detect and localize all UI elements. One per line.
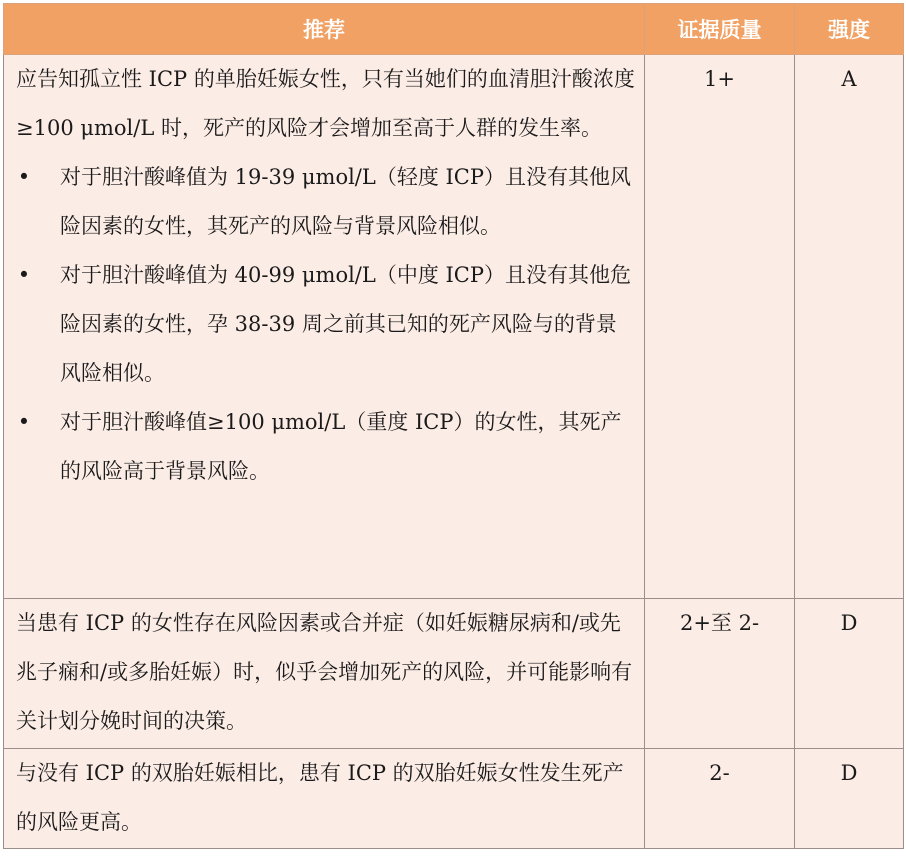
bullet-item: [16, 251, 636, 398]
bullet-item: [16, 398, 636, 496]
recommendation-cell: [4, 599, 645, 749]
strength-cell: [795, 599, 904, 749]
recommendation-cell: [4, 749, 645, 849]
evidence-cell: [645, 749, 795, 849]
bullet-icon: •: [17, 165, 31, 189]
header-recommendation: 推荐: [4, 4, 645, 55]
bullet-icon: •: [17, 263, 31, 287]
strength-value: D: [840, 761, 858, 785]
bullet-list: [16, 153, 636, 496]
bullet-text: 对于胆汁酸峰值≥100 μmol/L（重度 ICP）的女性，其死产的风险高于背景风险。: [60, 410, 622, 483]
evidence-cell: [645, 55, 795, 599]
header-strength: 强度: [795, 4, 904, 55]
table-row: [4, 599, 904, 749]
table-row: [4, 749, 904, 849]
evidence-cell: [645, 599, 795, 749]
bullet-text: 对于胆汁酸峰值为 19-39 μmol/L（轻度 ICP）且没有其他风险因素的女性，其死产的风险与背景风险相似。: [60, 165, 631, 238]
recommendation-text: 当患有 ICP 的女性存在风险因素或合并症（如妊娠糖尿病和/或先兆子痫和/或多胎妊娠）时，似乎会增加死产的风险，并可能影响有关计划分娩时间的决策。: [16, 611, 633, 733]
evidence-value: 2+至 2-: [679, 611, 760, 635]
header-evidence-quality: 证据质量: [645, 4, 795, 55]
bullet-item: [16, 153, 636, 251]
evidence-value: 2-: [709, 761, 730, 785]
strength-cell: [795, 749, 904, 849]
header-row: [4, 4, 904, 55]
bullet-text: 对于胆汁酸峰值为 40-99 μmol/L（中度 ICP）且没有其他危险因素的女性，孕 38-39 周之前其已知的死产风险与的背景风险相似。: [60, 263, 631, 385]
strength-value: D: [840, 611, 858, 635]
recommendation-table: [3, 3, 904, 849]
evidence-value: 1+: [704, 67, 735, 91]
bullet-icon: •: [17, 410, 31, 434]
table-row: [4, 55, 904, 599]
strength-value: A: [841, 67, 857, 91]
strength-cell: [795, 55, 904, 599]
recommendation-cell: [4, 55, 645, 599]
recommendation-text: 与没有 ICP 的双胎妊娠相比，患有 ICP 的双胎妊娠女性发生死产的风险更高。: [16, 761, 624, 834]
recommendation-text: 应告知孤立性 ICP 的单胎妊娠女性，只有当她们的血清胆汁酸浓度≥100 μmol/L 时，死产的风险才会增加至高于人群的发生率。: [16, 67, 635, 140]
